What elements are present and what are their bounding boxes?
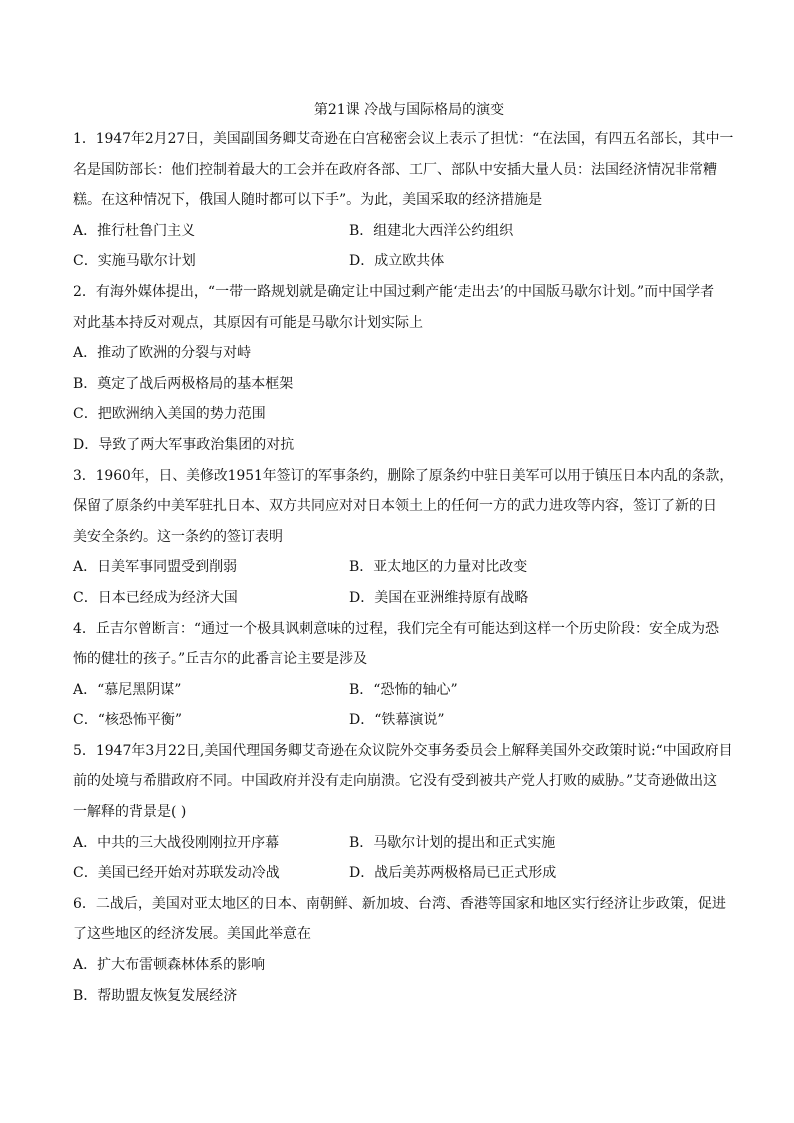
question-stem-line: 名是国防部长：他们控制着最大的工会并在政府各部、工厂、部队中安插大量人员：法国经济情况非常糟 [73, 161, 717, 178]
option-b: B．马歇尔计划的提出和正式实施 [349, 834, 556, 851]
question-stem-line: 保留了原条约中美军驻扎日本、双方共同应对对日本领土上的任何一方的武力进攻等内容，签订了新的日 [73, 498, 717, 515]
option-d: D．成立欧共体 [349, 253, 445, 270]
option-c: C．把欧洲纳入美国的势力范围 [73, 406, 266, 423]
options-row [73, 552, 723, 583]
option-b: B．奠定了战后两极格局的基本框架 [73, 375, 294, 392]
option-a: A．中共的三大战役刚刚拉开序幕 [73, 834, 280, 851]
option-a: A．推行杜鲁门主义 [73, 222, 196, 239]
question-stem-line: 3．1960年，日、美修改1951年签订的军事条约，删除了原条约中驻日美军可以用于镇压日本内乱的条款， [73, 467, 734, 484]
question-stem-line: 4．丘吉尔曾断言：“通过一个极具讽刺意味的过程，我们完全有可能达到这样一个历史阶段：安全成为恐 [73, 620, 720, 637]
option-d: D．战后美苏两极格局已正式形成 [349, 865, 557, 882]
question-stem-line: 2．有海外媒体提出，“一带一路规划就是确定让中国过剩产能‘走出去’的中国版马歇尔计划。”而中国学者 [73, 283, 715, 300]
option-c: C．美国已经开始对苏联发动冷战 [73, 865, 280, 882]
options-row [73, 858, 723, 889]
option-d: D．美国在亚洲维持原有战略 [349, 589, 529, 606]
question-stem-line: 1．1947年2月27日，美国副国务卿艾奇逊在白宫秘密会议上表示了担忧：“在法国，有四五名部长，其中一 [73, 131, 734, 147]
question-3 [73, 461, 734, 614]
option-a: A．扩大布雷顿森林体系的影响 [73, 957, 266, 974]
option-d: D．“铁幕演说” [349, 712, 445, 729]
option-c: C．实施马歇尔计划 [73, 253, 196, 270]
question-stem-line: 美安全条约。这一条约的签订表明 [73, 528, 283, 545]
options-row [73, 246, 723, 277]
options-row [73, 583, 723, 614]
question-stem-line: 了这些地区的经济发展。美国此举意在 [73, 926, 311, 943]
question-stem-line: 对此基本持反对观点，其原因有可能是马歇尔计划实际上 [73, 314, 423, 331]
document-page [73, 96, 734, 1011]
options-row [73, 828, 723, 859]
options-row [73, 675, 723, 706]
question-stem-line: 一解释的背景是( ) [73, 804, 187, 821]
question-1 [73, 124, 734, 277]
question-6 [73, 889, 726, 1011]
question-stem-line: 前的处境与希腊政府不同。中国政府并没有走向崩溃。它没有受到被共产党人打败的威胁。”艾奇逊做出这 [73, 773, 718, 790]
option-b: B．亚太地区的力量对比改变 [349, 559, 528, 576]
option-a: A．推动了欧洲的分裂与对峙 [73, 345, 252, 362]
question-stem-line: 怖的健壮的孩子。”丘吉尔的此番言论主要是涉及 [73, 651, 368, 668]
option-c: C．日本已经成为经济大国 [73, 589, 238, 606]
option-a: A．日美军事同盟受到削弱 [73, 559, 238, 576]
question-2 [73, 277, 723, 461]
option-b: B．帮助盟友恢复发展经济 [73, 987, 238, 1004]
question-stem-line: 糕。在这种情况下，俄国人随时都可以下手”。为此，美国采取的经济措施是 [73, 192, 543, 209]
option-d: D．导致了两大军事政治集团的对抗 [73, 436, 295, 453]
question-5 [73, 736, 733, 889]
question-stem-line: 6．二战后，美国对亚太地区的日本、南朝鲜、新加坡、台湾、香港等国家和地区实行经济让步政策，促进 [73, 895, 726, 912]
options-row [73, 216, 723, 247]
option-b: B．组建北大西洋公约组织 [349, 222, 514, 239]
question-stem-line: 5．1947年3月22日,美国代理国务卿艾奇逊在众议院外交事务委员会上解释美国外交政策时说:“中国政府目 [73, 742, 733, 759]
question-4 [73, 614, 723, 736]
options-row [73, 705, 723, 736]
option-a: A．“慕尼黑阴谋” [73, 681, 182, 698]
option-b: B．“恐怖的轴心” [349, 681, 458, 698]
option-c: C．“核恐怖平衡” [73, 712, 183, 729]
page-title: 第21课 冷战与国际格局的演变 [313, 102, 505, 118]
